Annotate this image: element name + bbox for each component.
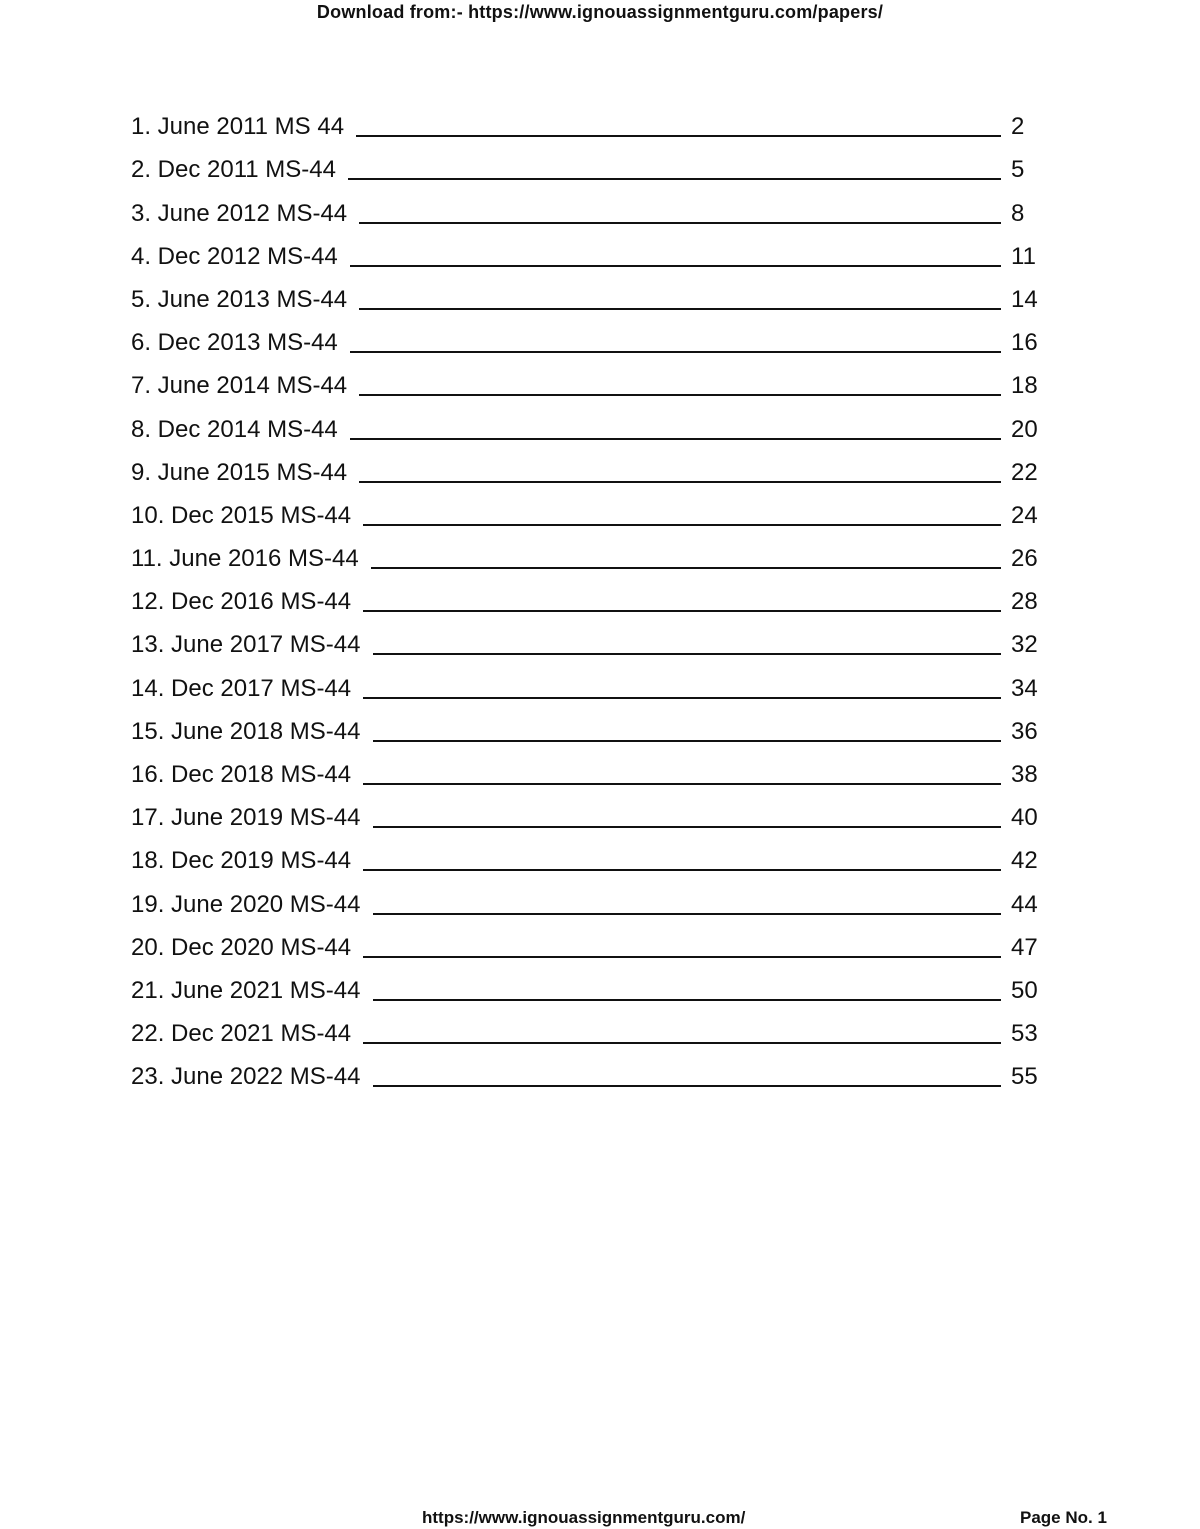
header-download-link[interactable]: Download from:- https://www.ignouassignmentguru.com/papers/ [316, 2, 884, 22]
toc-entry[interactable] [131, 406, 1041, 449]
table-of-contents [131, 104, 1041, 1097]
toc-entry-page: 24 [1011, 501, 1038, 529]
toc-entry[interactable] [131, 968, 1041, 1011]
toc-entry-page: 34 [1011, 674, 1038, 702]
toc-entry-page: 47 [1011, 933, 1038, 961]
toc-leader-line [350, 351, 1001, 353]
toc-entry-page: 55 [1011, 1063, 1038, 1091]
toc-entry-page: 53 [1011, 1020, 1038, 1048]
toc-entry-page: 36 [1011, 717, 1038, 745]
toc-leader-line [373, 740, 1002, 742]
toc-leader-line [373, 653, 1002, 655]
toc-leader-line [359, 222, 1001, 224]
toc-entry-label: 14. Dec 2017 MS-44 [131, 674, 352, 702]
toc-entry-page: 44 [1011, 890, 1038, 918]
toc-entry-page: 2 [1011, 113, 1025, 141]
toc-entry-label: 4. Dec 2012 MS-44 [131, 242, 338, 270]
toc-entry[interactable] [131, 1011, 1041, 1054]
toc-leader-line [363, 869, 1001, 871]
toc-entry-page: 42 [1011, 847, 1038, 875]
toc-entry[interactable] [131, 277, 1041, 320]
toc-entry[interactable] [131, 622, 1041, 665]
toc-leader-line [363, 783, 1001, 785]
toc-leader-line [373, 999, 1002, 1001]
toc-entry[interactable] [131, 1054, 1041, 1097]
toc-entry-page: 11 [1011, 242, 1036, 270]
toc-entry-label: 7. June 2014 MS-44 [131, 372, 348, 400]
toc-entry-label: 8. Dec 2014 MS-44 [131, 415, 338, 443]
toc-entry-label: 3. June 2012 MS-44 [131, 199, 348, 227]
toc-entry-page: 22 [1011, 458, 1038, 486]
page-header [0, 2, 1200, 23]
toc-entry-page: 20 [1011, 415, 1038, 443]
toc-leader-line [348, 178, 1001, 180]
toc-entry[interactable] [131, 925, 1041, 968]
toc-entry-page: 40 [1011, 804, 1038, 832]
toc-entry[interactable] [131, 493, 1041, 536]
toc-entry[interactable] [131, 579, 1041, 622]
toc-entry-label: 20. Dec 2020 MS-44 [131, 933, 352, 961]
toc-entry-label: 10. Dec 2015 MS-44 [131, 501, 352, 529]
toc-leader-line [359, 481, 1001, 483]
toc-entry-label: 11. June 2016 MS-44 [131, 545, 359, 573]
toc-entry-page: 18 [1011, 372, 1038, 400]
toc-entry[interactable] [131, 234, 1041, 277]
toc-entry[interactable] [131, 709, 1041, 752]
toc-entry[interactable] [131, 104, 1041, 147]
toc-entry-label: 9. June 2015 MS-44 [131, 458, 348, 486]
toc-entry[interactable] [131, 536, 1041, 579]
toc-entry[interactable] [131, 190, 1041, 233]
toc-entry-label: 18. Dec 2019 MS-44 [131, 847, 352, 875]
toc-leader-line [359, 308, 1001, 310]
toc-leader-line [363, 956, 1001, 958]
toc-leader-line [363, 697, 1001, 699]
toc-entry-label: 12. Dec 2016 MS-44 [131, 588, 352, 616]
footer-site-link[interactable]: https://www.ignouassignmentguru.com/ [422, 1508, 746, 1527]
toc-entry-label: 23. June 2022 MS-44 [131, 1063, 361, 1091]
toc-entry-label: 5. June 2013 MS-44 [131, 285, 348, 313]
toc-entry-label: 21. June 2021 MS-44 [131, 976, 361, 1004]
toc-leader-line [371, 567, 1001, 569]
toc-entry-page: 28 [1011, 588, 1038, 616]
toc-leader-line [356, 135, 1001, 137]
toc-entry[interactable] [131, 665, 1041, 708]
page-number: Page No. 1 [1020, 1508, 1107, 1527]
toc-leader-line [373, 1085, 1002, 1087]
toc-entry-page: 8 [1011, 199, 1025, 227]
toc-entry-label: 16. Dec 2018 MS-44 [131, 761, 352, 788]
toc-entry-page: 38 [1011, 761, 1038, 788]
toc-entry-page: 32 [1011, 631, 1038, 659]
toc-entry-label: 17. June 2019 MS-44 [131, 804, 361, 832]
toc-entry[interactable] [131, 752, 1041, 795]
toc-leader-line [363, 610, 1001, 612]
toc-entry-page: 26 [1011, 545, 1038, 573]
toc-entry-label: 15. June 2018 MS-44 [131, 717, 361, 745]
toc-entry-page: 50 [1011, 976, 1038, 1004]
toc-leader-line [373, 826, 1002, 828]
toc-leader-line [350, 438, 1001, 440]
toc-entry[interactable] [131, 363, 1041, 406]
toc-leader-line [373, 913, 1002, 915]
toc-leader-line [363, 524, 1001, 526]
toc-entry-label: 13. June 2017 MS-44 [131, 631, 361, 659]
toc-entry[interactable] [131, 147, 1041, 190]
toc-entry-label: 6. Dec 2013 MS-44 [131, 329, 338, 357]
toc-entry-page: 14 [1011, 285, 1038, 313]
toc-entry[interactable] [131, 838, 1041, 881]
toc-entry[interactable] [131, 320, 1041, 363]
toc-entry-label: 1. June 2011 MS 44 [131, 113, 345, 141]
toc-leader-line [359, 394, 1001, 396]
toc-entry-label: 19. June 2020 MS-44 [131, 890, 361, 918]
toc-entry[interactable] [131, 450, 1041, 493]
toc-entry[interactable] [131, 881, 1041, 924]
toc-leader-line [363, 1042, 1001, 1044]
toc-entry[interactable] [131, 795, 1041, 838]
toc-entry-label: 22. Dec 2021 MS-44 [131, 1020, 352, 1048]
toc-leader-line [350, 265, 1001, 267]
toc-entry-page: 5 [1011, 156, 1025, 184]
toc-entry-label: 2. Dec 2011 MS-44 [131, 156, 336, 184]
toc-entry-page: 16 [1011, 329, 1038, 357]
